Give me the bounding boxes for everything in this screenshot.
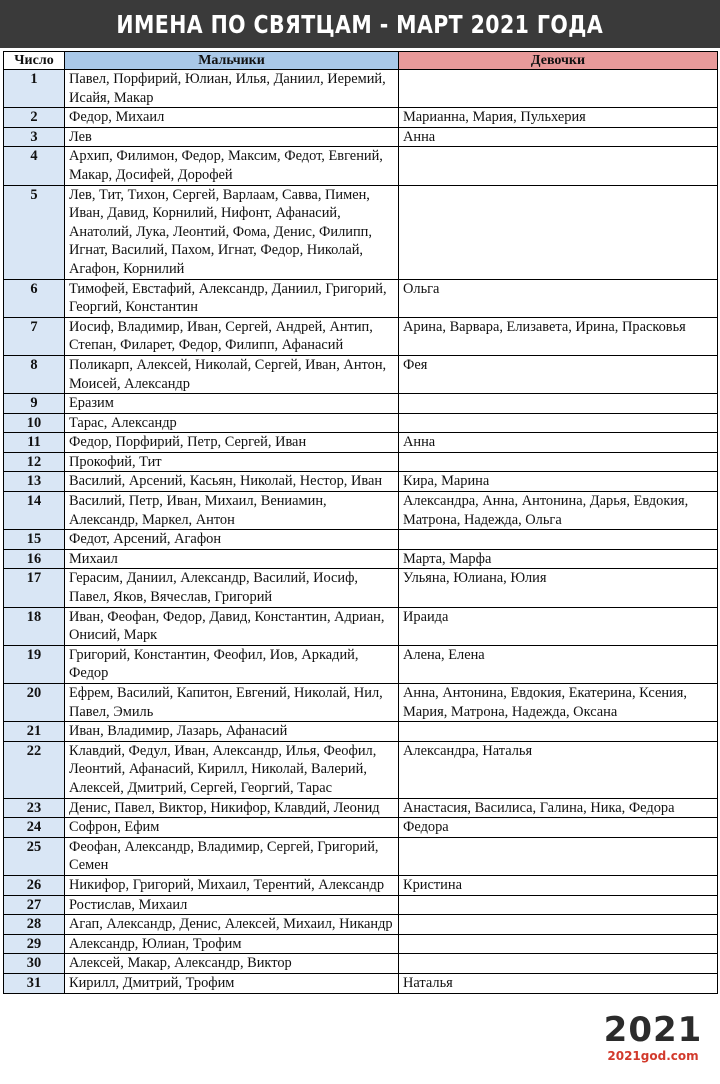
day-number-cell: 4: [4, 147, 65, 185]
table-row: [4, 915, 718, 935]
girls-names-cell: Кира, Марина: [399, 472, 718, 492]
table-row: [4, 355, 718, 393]
boys-names-cell: Софрон, Ефим: [65, 818, 399, 838]
boys-names-cell: Ефрем, Василий, Капитон, Евгений, Николай, Нил, Павел, Эмиль: [65, 684, 399, 722]
boys-names-cell: Иван, Владимир, Лазарь, Афанасий: [65, 722, 399, 742]
girls-names-cell: [399, 394, 718, 414]
table-row: [4, 954, 718, 974]
day-number-cell: 23: [4, 798, 65, 818]
day-number-cell: 29: [4, 934, 65, 954]
boys-names-cell: Никифор, Григорий, Михаил, Терентий, Александр: [65, 875, 399, 895]
girls-names-cell: [399, 147, 718, 185]
boys-names-cell: Феофан, Александр, Владимир, Сергей, Григорий, Семен: [65, 837, 399, 875]
boys-names-cell: Денис, Павел, Виктор, Никифор, Клавдий, Леонид: [65, 798, 399, 818]
day-number-cell: 30: [4, 954, 65, 974]
table-row: [4, 413, 718, 433]
table-row: [4, 607, 718, 645]
boys-names-cell: Федор, Порфирий, Петр, Сергей, Иван: [65, 433, 399, 453]
table-row: [4, 317, 718, 355]
girls-names-cell: Александра, Анна, Антонина, Дарья, Евдокия, Матрона, Надежда, Ольга: [399, 492, 718, 530]
girls-names-cell: Анна, Антонина, Евдокия, Екатерина, Ксения, Мария, Матрона, Надежда, Оксана: [399, 684, 718, 722]
boys-names-cell: Поликарп, Алексей, Николай, Сергей, Иван, Антон, Моисей, Александр: [65, 355, 399, 393]
girls-names-cell: Анастасия, Василиса, Галина, Ника, Федора: [399, 798, 718, 818]
boys-names-cell: Лев, Тит, Тихон, Сергей, Варлаам, Савва, Пимен, Иван, Давид, Корнилий, Нифонт, Афанасий, Анатолий, Лука, Леонтий, Фома, Денис, Филипп, Игнат, Василий, Пахом, Игнат, Федор, Николай, Агафон, Корнилий: [65, 185, 399, 279]
table-row: [4, 394, 718, 414]
boys-names-cell: Алексей, Макар, Александр, Виктор: [65, 954, 399, 974]
boys-names-cell: Герасим, Даниил, Александр, Василий, Иосиф, Павел, Яков, Вячеслав, Григорий: [65, 569, 399, 607]
day-number-cell: 7: [4, 317, 65, 355]
table-row: [4, 433, 718, 453]
girls-names-cell: Марта, Марфа: [399, 549, 718, 569]
girls-names-cell: Ираида: [399, 607, 718, 645]
day-number-cell: 11: [4, 433, 65, 453]
boys-names-cell: Василий, Арсений, Касьян, Николай, Нестор, Иван: [65, 472, 399, 492]
boys-names-cell: Лев: [65, 127, 399, 147]
boys-names-cell: Павел, Порфирий, Юлиан, Илья, Даниил, Иеремий, Исайя, Макар: [65, 70, 399, 108]
girls-names-cell: Федора: [399, 818, 718, 838]
boys-names-cell: Архип, Филимон, Федор, Максим, Федот, Евгений, Макар, Досифей, Дорофей: [65, 147, 399, 185]
girls-names-cell: [399, 185, 718, 279]
day-number-cell: 21: [4, 722, 65, 742]
table-row: [4, 973, 718, 993]
table-row: [4, 530, 718, 550]
girls-names-cell: Арина, Варвара, Елизавета, Ирина, Прасковья: [399, 317, 718, 355]
table-row: [4, 818, 718, 838]
boys-names-cell: Прокофий, Тит: [65, 452, 399, 472]
table-row: [4, 147, 718, 185]
table-row: [4, 185, 718, 279]
page-header: [0, 0, 720, 48]
day-number-cell: 17: [4, 569, 65, 607]
boys-names-cell: Федот, Арсений, Агафон: [65, 530, 399, 550]
girls-names-cell: [399, 895, 718, 915]
site-logo: [598, 1010, 708, 1072]
girls-names-cell: Фея: [399, 355, 718, 393]
girls-names-cell: Ульяна, Юлиана, Юлия: [399, 569, 718, 607]
day-number-cell: 22: [4, 741, 65, 798]
day-number-cell: 16: [4, 549, 65, 569]
girls-names-cell: Анна: [399, 127, 718, 147]
girls-names-cell: Александра, Наталья: [399, 741, 718, 798]
girls-names-cell: Наталья: [399, 973, 718, 993]
boys-names-cell: Михаил: [65, 549, 399, 569]
table-row: [4, 472, 718, 492]
boys-names-cell: Тимофей, Евстафий, Александр, Даниил, Григорий, Георгий, Константин: [65, 279, 399, 317]
column-header-boys: Мальчики: [65, 52, 399, 70]
day-number-cell: 26: [4, 875, 65, 895]
saints-table: [3, 51, 718, 994]
day-number-cell: 27: [4, 895, 65, 915]
table-row: [4, 798, 718, 818]
table-row: [4, 70, 718, 108]
table-row: [4, 452, 718, 472]
day-number-cell: 1: [4, 70, 65, 108]
day-number-cell: 12: [4, 452, 65, 472]
day-number-cell: 3: [4, 127, 65, 147]
day-number-cell: 19: [4, 645, 65, 683]
girls-names-cell: [399, 413, 718, 433]
girls-names-cell: [399, 915, 718, 935]
table-body: [4, 70, 718, 994]
day-number-cell: 5: [4, 185, 65, 279]
boys-names-cell: Ростислав, Михаил: [65, 895, 399, 915]
girls-names-cell: [399, 452, 718, 472]
boys-names-cell: Александр, Юлиан, Трофим: [65, 934, 399, 954]
day-number-cell: 13: [4, 472, 65, 492]
day-number-cell: 2: [4, 108, 65, 128]
day-number-cell: 24: [4, 818, 65, 838]
table-row: [4, 684, 718, 722]
table-row: [4, 741, 718, 798]
boys-names-cell: Клавдий, Федул, Иван, Александр, Илья, Феофил, Леонтий, Афанасий, Кирилл, Николай, Валерий, Алексей, Дмитрий, Сергей, Георгий, Тарас: [65, 741, 399, 798]
day-number-cell: 14: [4, 492, 65, 530]
girls-names-cell: [399, 954, 718, 974]
logo-year: 2021: [603, 1010, 703, 1050]
girls-names-cell: Алена, Елена: [399, 645, 718, 683]
day-number-cell: 18: [4, 607, 65, 645]
day-number-cell: 20: [4, 684, 65, 722]
girls-names-cell: Кристина: [399, 875, 718, 895]
boys-names-cell: Тарас, Александр: [65, 413, 399, 433]
table-header-row: [4, 52, 718, 70]
table-row: [4, 722, 718, 742]
day-number-cell: 31: [4, 973, 65, 993]
page-title: ИМЕНА ПО СВЯТЦАМ - МАРТ 2021 ГОДА: [116, 9, 604, 39]
girls-names-cell: [399, 837, 718, 875]
boys-names-cell: Иосиф, Владимир, Иван, Сергей, Андрей, Антип, Степан, Филарет, Федор, Филипп, Афанасий: [65, 317, 399, 355]
day-number-cell: 9: [4, 394, 65, 414]
table-row: [4, 645, 718, 683]
boys-names-cell: Кирилл, Дмитрий, Трофим: [65, 973, 399, 993]
boys-names-cell: Иван, Феофан, Федор, Давид, Константин, Адриан, Онисий, Марк: [65, 607, 399, 645]
logo-site-name: 2021god.com: [607, 1049, 699, 1063]
table-row: [4, 127, 718, 147]
girls-names-cell: Анна: [399, 433, 718, 453]
boys-names-cell: Агап, Александр, Денис, Алексей, Михаил, Никандр: [65, 915, 399, 935]
girls-names-cell: Марианна, Мария, Пульхерия: [399, 108, 718, 128]
table-row: [4, 549, 718, 569]
boys-names-cell: Василий, Петр, Иван, Михаил, Вениамин, Александр, Маркел, Антон: [65, 492, 399, 530]
boys-names-cell: Федор, Михаил: [65, 108, 399, 128]
day-number-cell: 6: [4, 279, 65, 317]
day-number-cell: 8: [4, 355, 65, 393]
table-row: [4, 279, 718, 317]
girls-names-cell: [399, 934, 718, 954]
day-number-cell: 28: [4, 915, 65, 935]
girls-names-cell: [399, 722, 718, 742]
girls-names-cell: Ольга: [399, 279, 718, 317]
day-number-cell: 10: [4, 413, 65, 433]
table-row: [4, 895, 718, 915]
column-header-number: Число: [4, 52, 65, 70]
table-row: [4, 108, 718, 128]
day-number-cell: 15: [4, 530, 65, 550]
day-number-cell: 25: [4, 837, 65, 875]
table-row: [4, 837, 718, 875]
column-header-girls: Девочки: [399, 52, 718, 70]
table-row: [4, 934, 718, 954]
boys-names-cell: Григорий, Константин, Феофил, Иов, Аркадий, Федор: [65, 645, 399, 683]
girls-names-cell: [399, 530, 718, 550]
table-row: [4, 569, 718, 607]
table-row: [4, 492, 718, 530]
girls-names-cell: [399, 70, 718, 108]
table-row: [4, 875, 718, 895]
boys-names-cell: Еразим: [65, 394, 399, 414]
